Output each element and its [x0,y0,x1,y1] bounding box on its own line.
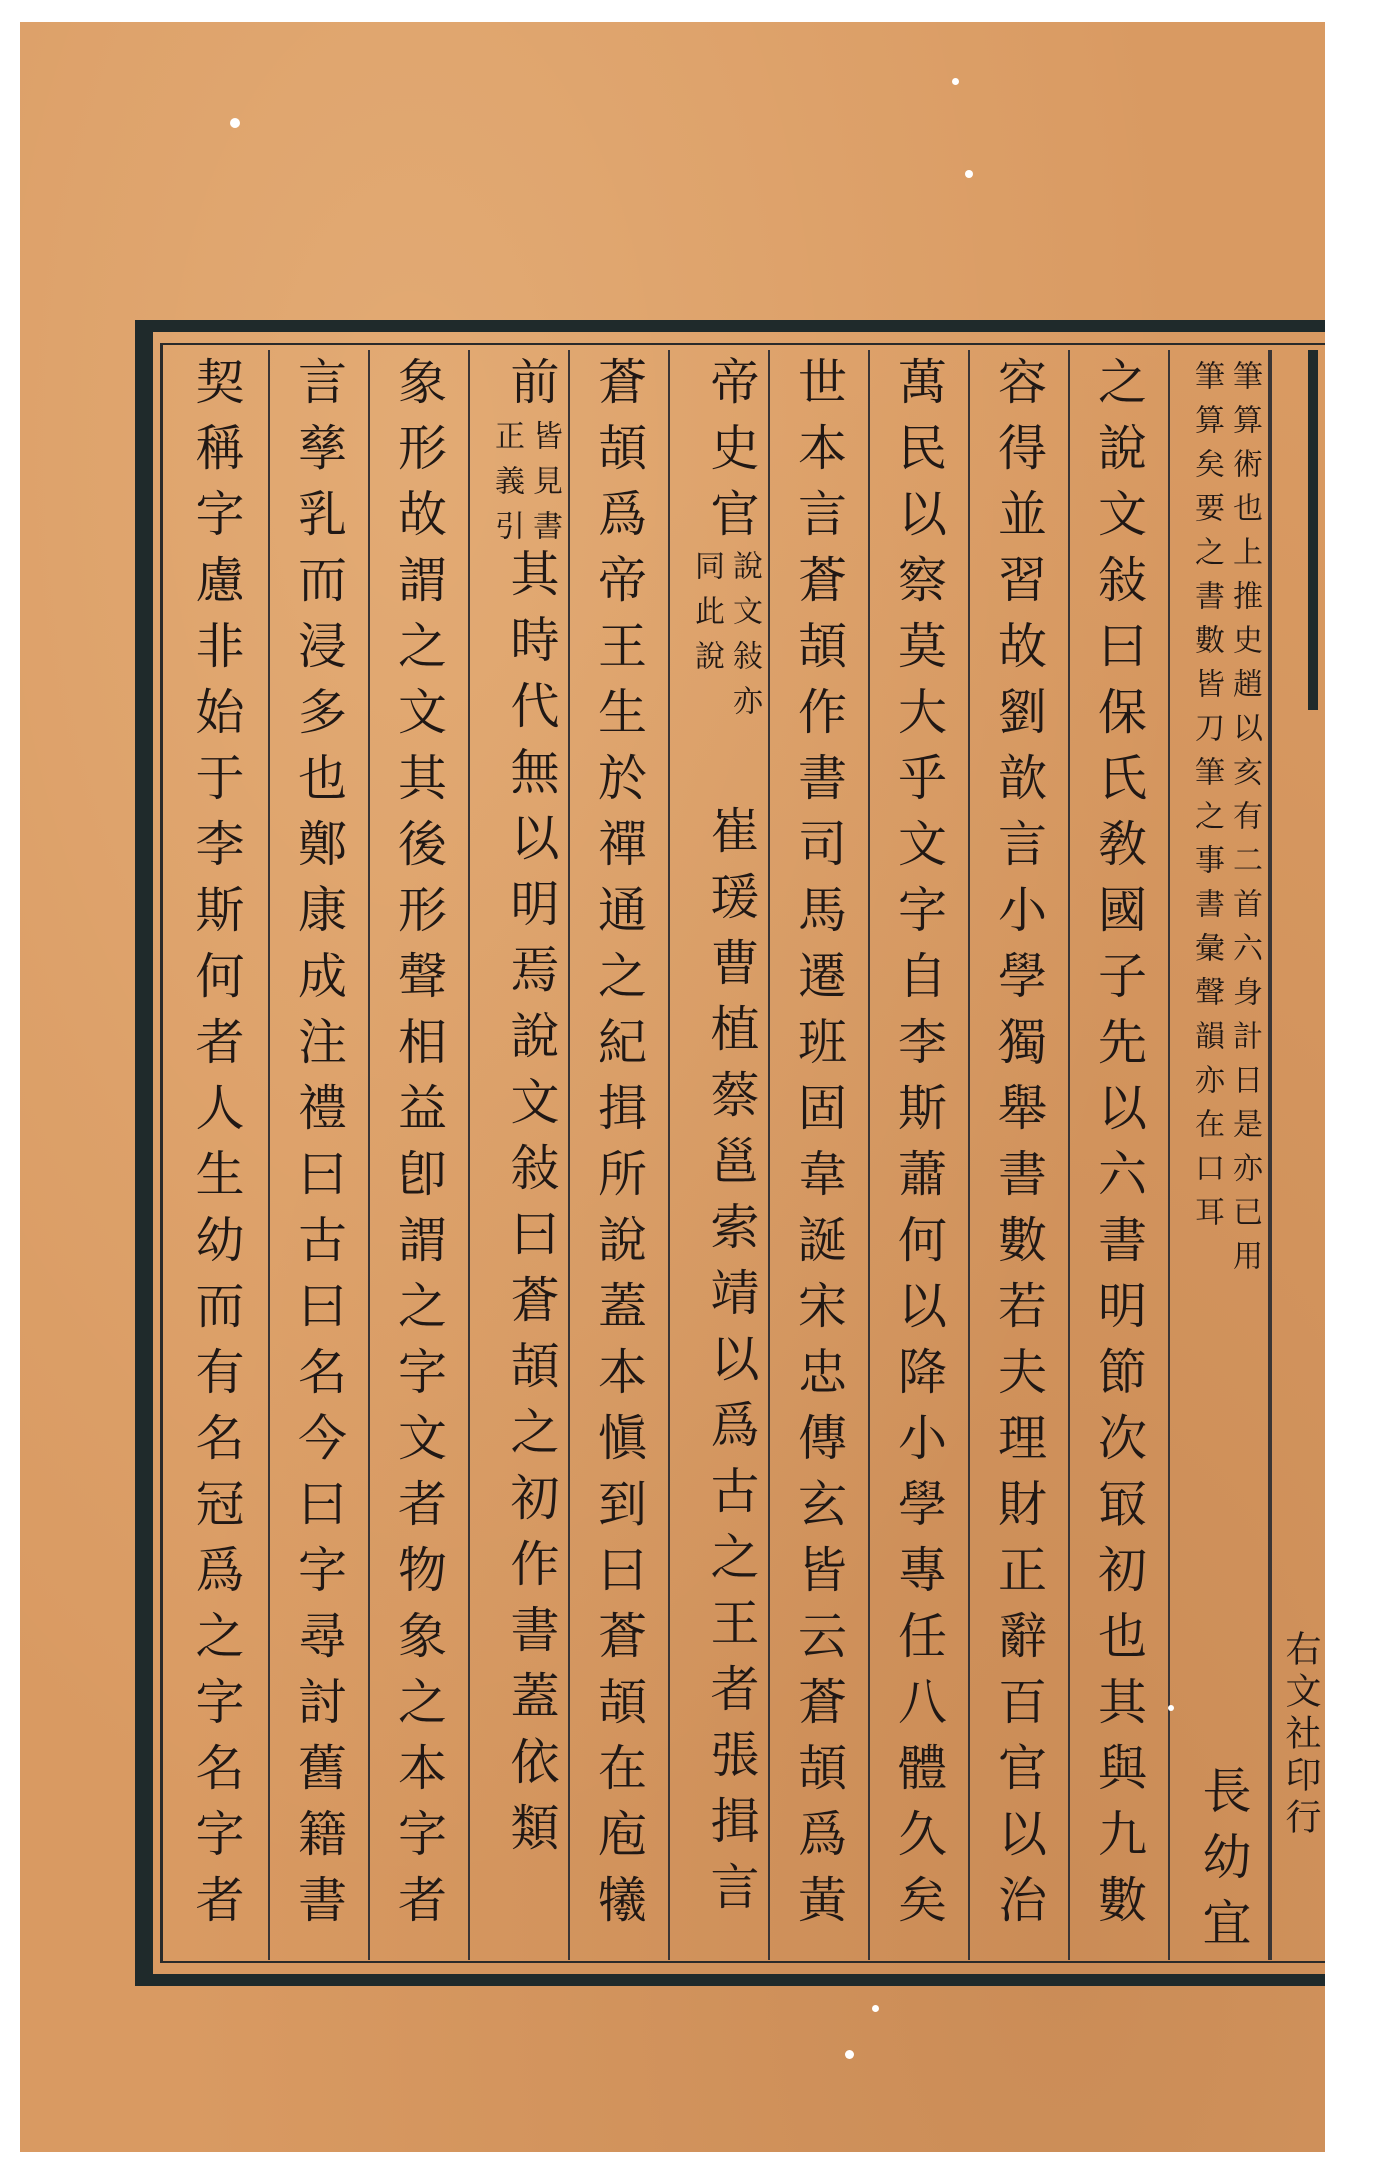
annotation-right: 筆算術也上推史趙以亥有二首六身計日是亦已用 [1227,360,1262,1284]
column-text: 之說文敍曰保氏敎國子先以六書明節次冣初也其與九數 [1090,356,1148,1940]
column-tail-text: 崔瑗曹植蔡邕索靖以爲古之王者張揖言 [703,805,760,1927]
column-text: 象形故謂之文其後形聲相益卽謂之字文者物象之本字者 [390,356,448,1940]
publisher-imprint: 右文社印行 [1280,1630,1321,1840]
annotation-left: 正義引 [489,420,524,555]
column-head-text: 帝史官 [703,356,760,554]
text-column-8 [470,350,570,1960]
column-text: 契稱字慮非始于李斯何者人生幼而有名冠爲之字名字者 [188,356,245,1940]
text-column-7 [570,350,670,1960]
margin-mark [1308,350,1318,710]
text-column-2 [1070,350,1170,1960]
paper-speck [1168,1705,1174,1711]
column-tail-text: 長幼宜 [1195,1765,1252,1963]
annotation-right: 皆見書 [527,420,562,555]
text-column-1 [1170,350,1270,1963]
paper-speck [845,2050,854,2059]
column-text: 言孳乳而浸多也鄭康成注禮曰古曰名今曰字尋討舊籍書 [290,356,348,1940]
text-column-6 [670,350,770,1960]
text-column-11 [165,350,270,1960]
column-text: 容得並習故劉歆言小學獨舉書數若夫理財正辭百官以治 [990,356,1048,1940]
text-column-10 [270,350,370,1960]
paper-speck [965,170,973,178]
column-head-text: 前 [503,356,560,422]
paper-speck [872,2005,879,2012]
column-text: 蒼頡爲帝王生於禪通之紀揖所說蓋本愼到曰蒼頡在庖犧 [590,356,648,1940]
paper-speck [952,78,959,85]
annotation-left: 同此說 [689,550,724,685]
text-column-4 [870,350,970,1960]
paper-speck [230,118,240,128]
text-column-5 [770,350,870,1960]
column-text: 世本言蒼頡作書司馬遷班固韋誕宋忠傳玄皆云蒼頡爲黃 [790,356,848,1940]
annotation-left: 筆算矣要之書數皆刀筆之事書彙聲韻亦在口耳 [1189,360,1224,1240]
column-text: 萬民以察莫大乎文字自李斯蕭何以降小學專任八體久矣 [890,356,948,1940]
column-tail-text: 其時代無以明焉說文敍曰蒼頡之初作書蓋依類 [503,548,560,1868]
text-column-9 [370,350,470,1960]
text-column-3 [970,350,1070,1960]
annotation-right: 說文敍亦 [727,550,762,730]
